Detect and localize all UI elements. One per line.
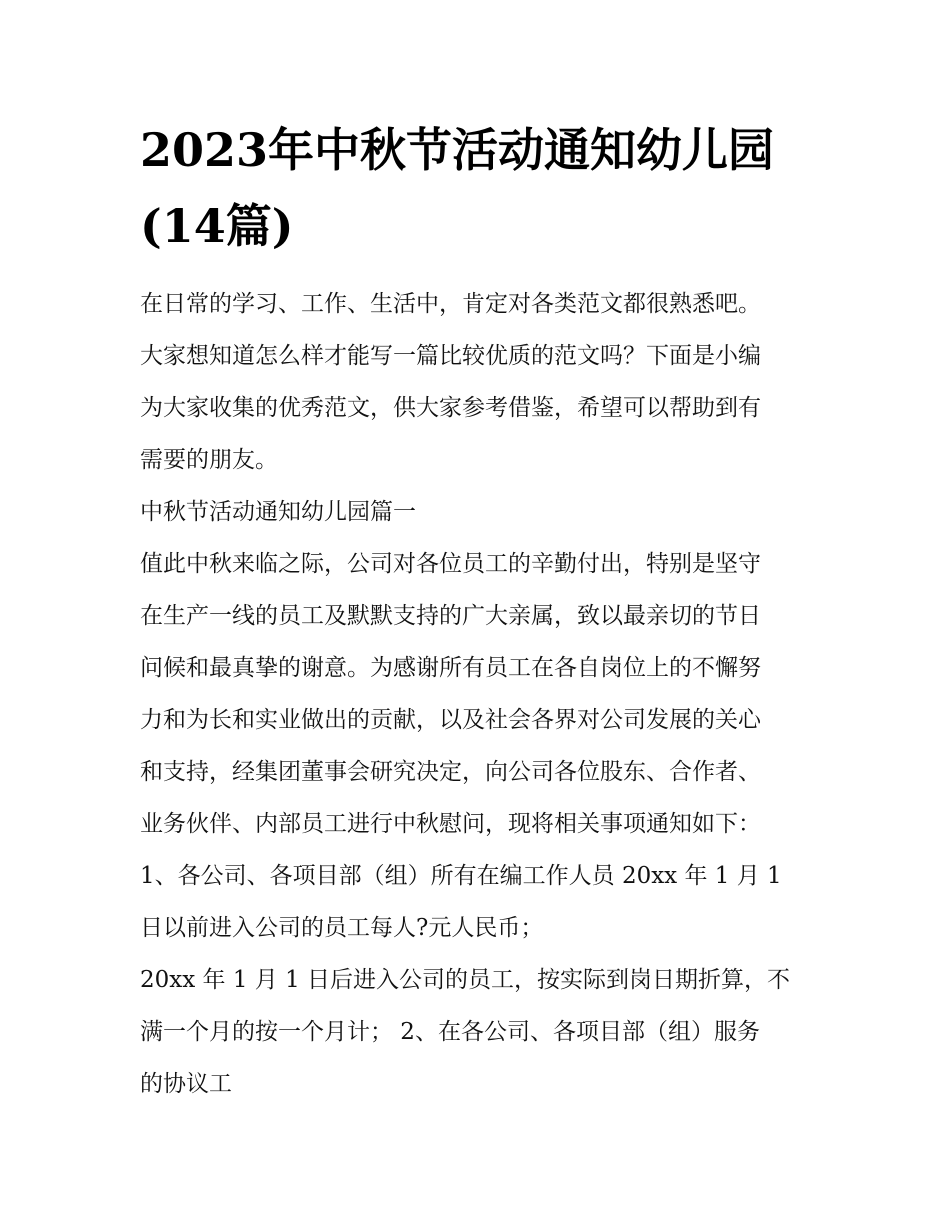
section-line: 业务伙伴、内部员工进行中秋慰问，现将相关事项通知如下： — [140, 811, 761, 837]
section-line: 问候和最真挚的谢意。为感谢所有员工在各自岗位上的不懈努 — [140, 655, 761, 681]
document-title-line: (14篇) — [140, 199, 294, 253]
document-title — [140, 112, 840, 264]
section-line: 和支持，经集团董事会研究决定，向公司各位股东、合作者、 — [140, 759, 761, 785]
intro-line: 在日常的学习、工作、生活中，肯定对各类范文都很熟悉吧。 — [140, 291, 761, 317]
intro-line: 需要的朋友。 — [140, 447, 278, 473]
section-line: 力和为长和实业做出的贡献，以及社会各界对公司发展的关心 — [140, 707, 761, 733]
intro-line: 大家想知道怎么样才能写一篇比较优质的范文吗？下面是小编 — [140, 343, 761, 369]
section-line: 的协议工 — [140, 1071, 232, 1097]
section-line: 值此中秋来临之际，公司对各位员工的辛勤付出，特别是坚守 — [140, 551, 761, 577]
section-line: 在生产一线的员工及默默支持的广大亲属，致以最亲切的节日 — [140, 603, 761, 629]
document-title-line: 2023年中秋节活动通知幼儿园 — [140, 123, 775, 177]
section-heading: 中秋节活动通知幼儿园篇一 — [140, 499, 416, 525]
intro-line: 为大家收集的优秀范文，供大家参考借鉴，希望可以帮助到有 — [140, 395, 761, 421]
section-line: 20xx 年 1 月 1 日后进入公司的员工，按实际到岗日期折算，不 — [140, 967, 791, 993]
section-line: 日以前进入公司的员工每人?元人民币； — [140, 915, 544, 941]
section-line: 1、各公司、各项目部（组）所有在编工作人员 20xx 年 1 月 1 — [140, 863, 782, 889]
document-body — [140, 278, 840, 1110]
section-line: 满一个月的按一个月计； 2、在各公司、各项目部（组）服务 — [140, 1019, 760, 1045]
